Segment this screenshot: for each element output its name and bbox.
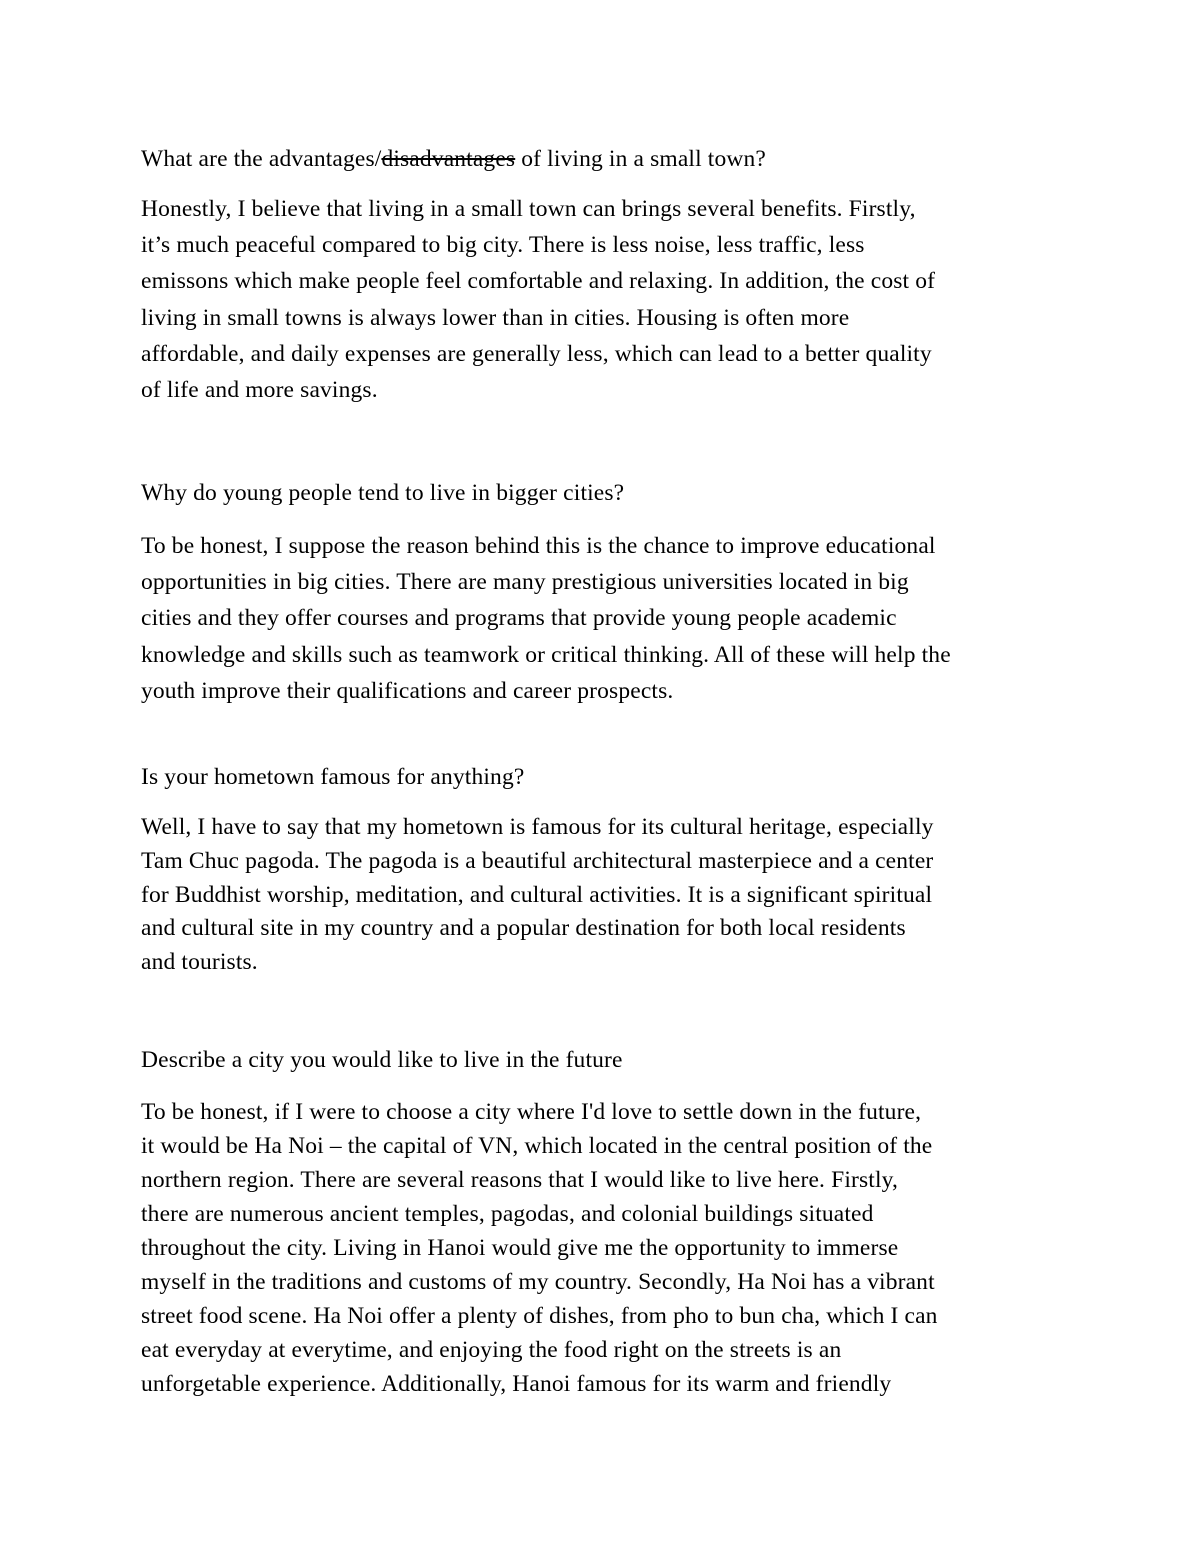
answer-1-line: living in small towns is always lower than in cities. Housing is often more <box>141 305 850 331</box>
answer-1-line: Honestly, I believe that living in a small town can brings several benefits. Firstly, <box>141 196 916 222</box>
question-1-struck-text: disadvantages <box>381 146 516 172</box>
answer-1-line: of life and more savings. <box>141 377 378 403</box>
answer-4-line: northern region. There are several reasons that I would like to live here. Firstly, <box>141 1167 899 1193</box>
answer-4-line: myself in the traditions and customs of my country. Secondly, Ha Noi has a vibrant <box>141 1269 935 1295</box>
question-1 <box>141 144 766 174</box>
answer-2-line: To be honest, I suppose the reason behind this is the chance to improve educational <box>141 533 936 559</box>
answer-4-line: To be honest, if I were to choose a city where I'd love to settle down in the future, <box>141 1099 922 1125</box>
answer-4-line: throughout the city. Living in Hanoi would give me the opportunity to immerse <box>141 1235 899 1261</box>
answer-3-line: Tam Chuc pagoda. The pagoda is a beautiful architectural masterpiece and a center <box>141 848 934 874</box>
answer-2-line: youth improve their qualifications and career prospects. <box>141 678 674 704</box>
answer-3-line: Well, I have to say that my hometown is famous for its cultural heritage, especially <box>141 814 934 840</box>
answer-2-line: opportunities in big cities. There are many prestigious universities located in big <box>141 569 909 595</box>
answer-1-line: emissons which make people feel comfortable and relaxing. In addition, the cost of <box>141 268 936 294</box>
answer-4-line: street food scene. Ha Noi offer a plenty of dishes, from pho to bun cha, which I can <box>141 1303 938 1329</box>
answer-3-line: and cultural site in my country and a popular destination for both local residents <box>141 915 906 941</box>
answer-4-line: unforgetable experience. Additionally, Hanoi famous for its warm and friendly <box>141 1371 892 1397</box>
answer-1-line: affordable, and daily expenses are generally less, which can lead to a better quality <box>141 341 932 367</box>
answer-3-line: and tourists. <box>141 949 258 975</box>
question-3: Is your hometown famous for anything? <box>141 764 525 790</box>
question-1-text-end: of living in a small town? <box>515 146 766 172</box>
answer-2-line: cities and they offer courses and programs that provide young people academic <box>141 605 897 631</box>
answer-2-line: knowledge and skills such as teamwork or critical thinking. All of these will help the <box>141 642 951 668</box>
question-4: Describe a city you would like to live in the future <box>141 1047 623 1073</box>
answer-3-line: for Buddhist worship, meditation, and cultural activities. It is a significant spiritual <box>141 882 933 908</box>
answer-4-line: eat everyday at everytime, and enjoying the food right on the streets is an <box>141 1337 842 1363</box>
question-1-text: What are the advantages/ <box>141 146 382 172</box>
answer-4-line: it would be Ha Noi – the capital of VN, which located in the central position of the <box>141 1133 933 1159</box>
question-2: Why do young people tend to live in bigger cities? <box>141 480 625 506</box>
answer-1-line: it’s much peaceful compared to big city. There is less noise, less traffic, less <box>141 232 865 258</box>
answer-4-line: there are numerous ancient temples, pagodas, and colonial buildings situated <box>141 1201 874 1227</box>
